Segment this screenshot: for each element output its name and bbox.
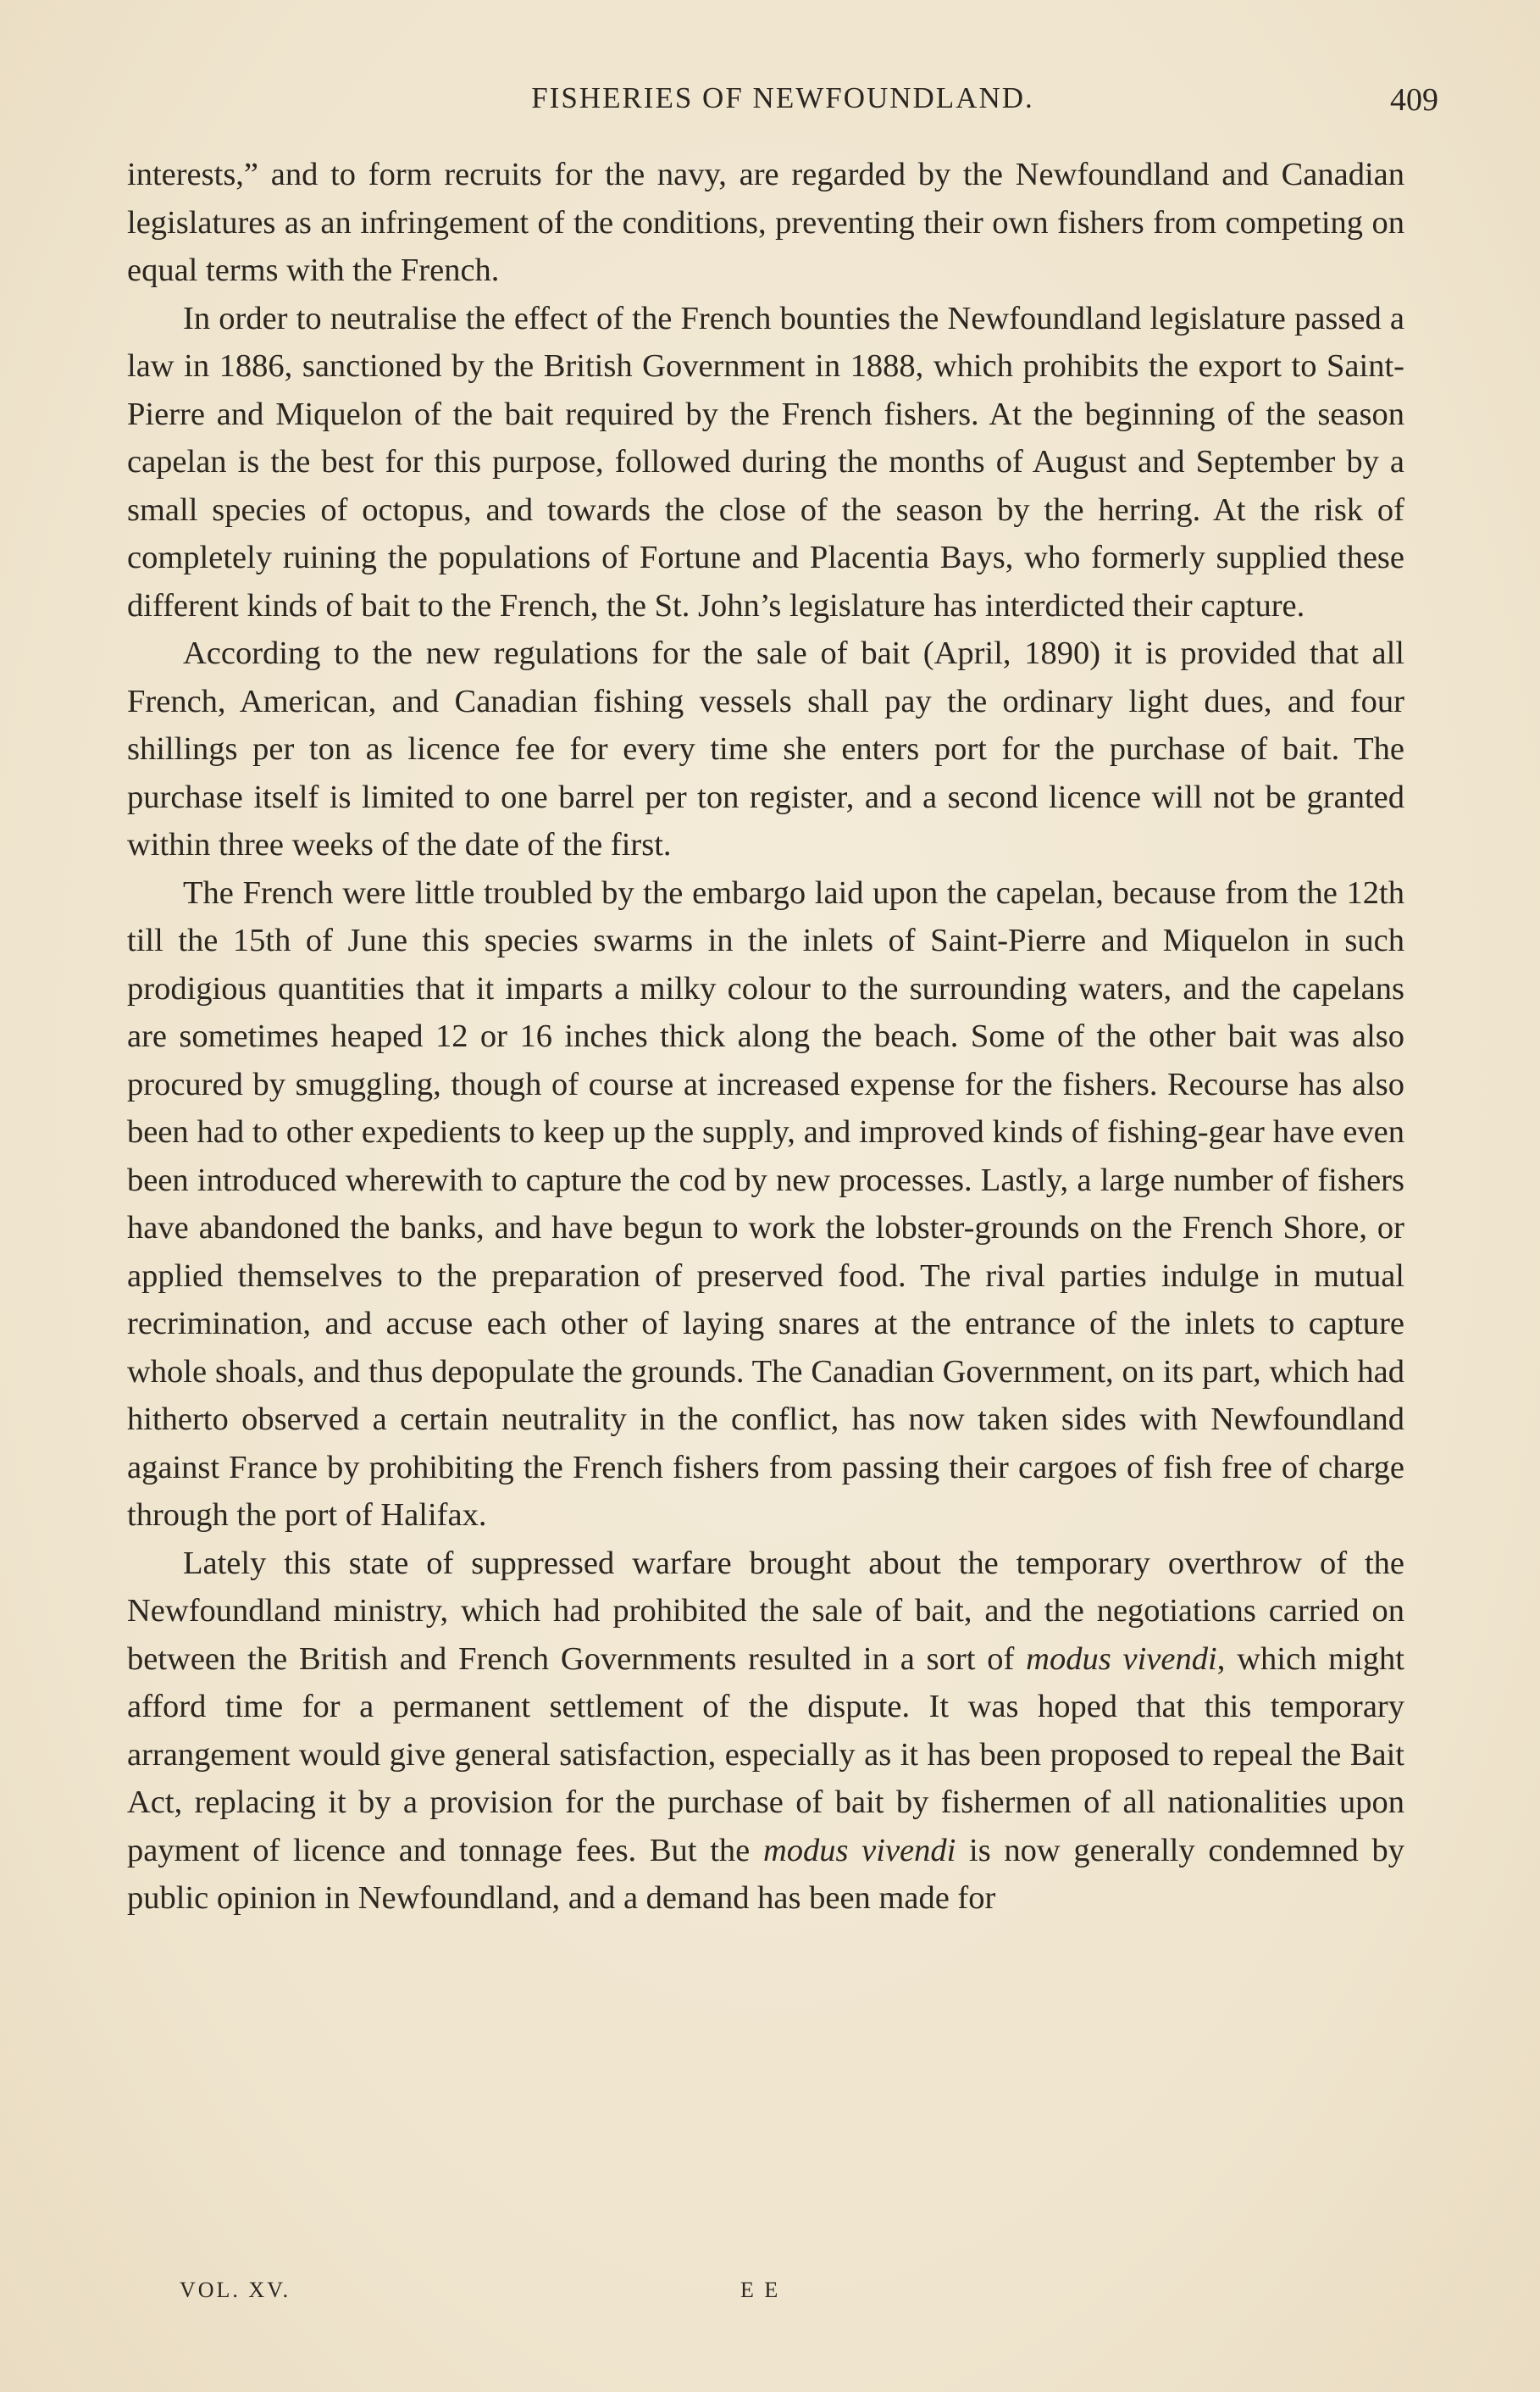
text-run: Lately this state of suppressed warfare brought about the temporary overthrow of the Newfoundland ministry, which had prohibited the sale of bait, and the negotiations carried on between the British and French Governments resulted in a sort of xyxy=(127,1545,1404,1677)
paragraph-continued: interests,” and to form recruits for the navy, are regarded by the Newfoundland and Canadian legislatures as an infringement of the conditions, preventing their own fishers from competing on equal terms with the French. xyxy=(127,157,1404,288)
body-text xyxy=(127,151,1404,1923)
page-number: 409 xyxy=(1390,82,1438,118)
paragraph: In order to neutralise the effect of the French bounties the Newfoundland legislature passed a law in 1886, sanctioned by the British Government in 1888, which prohibits the export to Saint-Pierre and Miquelon of the bait required by the French fishers. At the beginning of the season capelan is the best for this purpose, followed during the months of August and September by a small species of octopus, and towards the close of the season by the herring. At the risk of completely ruining the populations of Fortune and Placentia Bays, who formerly supplied these different kinds of bait to the French, the St. John’s legislature has interdicted their capture. xyxy=(127,300,1404,624)
italic-phrase: modus vivendi xyxy=(1026,1640,1217,1677)
volume-label: VOL. XV. xyxy=(180,2278,291,2302)
signature-mark: E E xyxy=(740,2278,781,2302)
italic-phrase: modus vivendi xyxy=(762,1832,956,1868)
paragraph: The French were little troubled by the embargo laid upon the capelan, because from the 12th till the 15th of June this species swarms in the inlets of Saint-Pierre and Miquelon in such prodigious quantities that it imparts a milky colour to the surrounding waters, and the capelans are sometimes heaped 12 or 16 inches thick along the beach. Some of the other bait was also procured by smuggling, though of course at increased expense for the fishers. Recourse has also been had to other expedients to keep up the supply, and improved kinds of fishing-gear have even been introduced wherewith to capture the cod by new processes. Lastly, a large number of fishers have abandoned the banks, and have begun to work the lobster-grounds on the French Shore, or applied themselves to the preparation of preserved food. The rival parties indulge in mutual recrimination, and accuse each other of laying snares at the entrance of the inlets to capture whole shoals, and thus depopulate the grounds. The Canadian Government, on its part, which had hitherto observed a certain neutrality in the conflict, has now taken sides with Newfoundland against France by prohibiting the French fishers from passing their cargoes of fish free of charge through the port of Halifax. xyxy=(127,874,1404,1533)
paragraph: According to the new regulations for the sale of bait (April, 1890) it is provided that all French, American, and Canadian fishing vessels shall pay the ordinary light dues, and four shillings per ton as licence fee for every time she enters port for the purchase of bait. The purchase itself is limited to one barrel per ton register, and a second licence will not be granted within three weeks of the date of the first. xyxy=(127,635,1404,863)
running-title: FISHERIES OF NEWFOUNDLAND. xyxy=(531,81,1034,114)
paragraph-last xyxy=(127,1540,1404,1923)
page-footer xyxy=(127,2278,1404,2312)
running-head xyxy=(127,78,1438,120)
text-run: , which might afford time for a permanent settlement of the dispute. It was hoped that this temporary arrangement would give general satisfaction, especially as it has been proposed to repeal the Bait Act, replacing it by a provision for the purchase of bait by fishermen of all nationalities upon payment of licence and tonnage fees. But the xyxy=(127,1640,1404,1868)
text-run: is now generally condemned by public opinion in Newfoundland, and a demand has been made for xyxy=(127,1832,1404,1916)
